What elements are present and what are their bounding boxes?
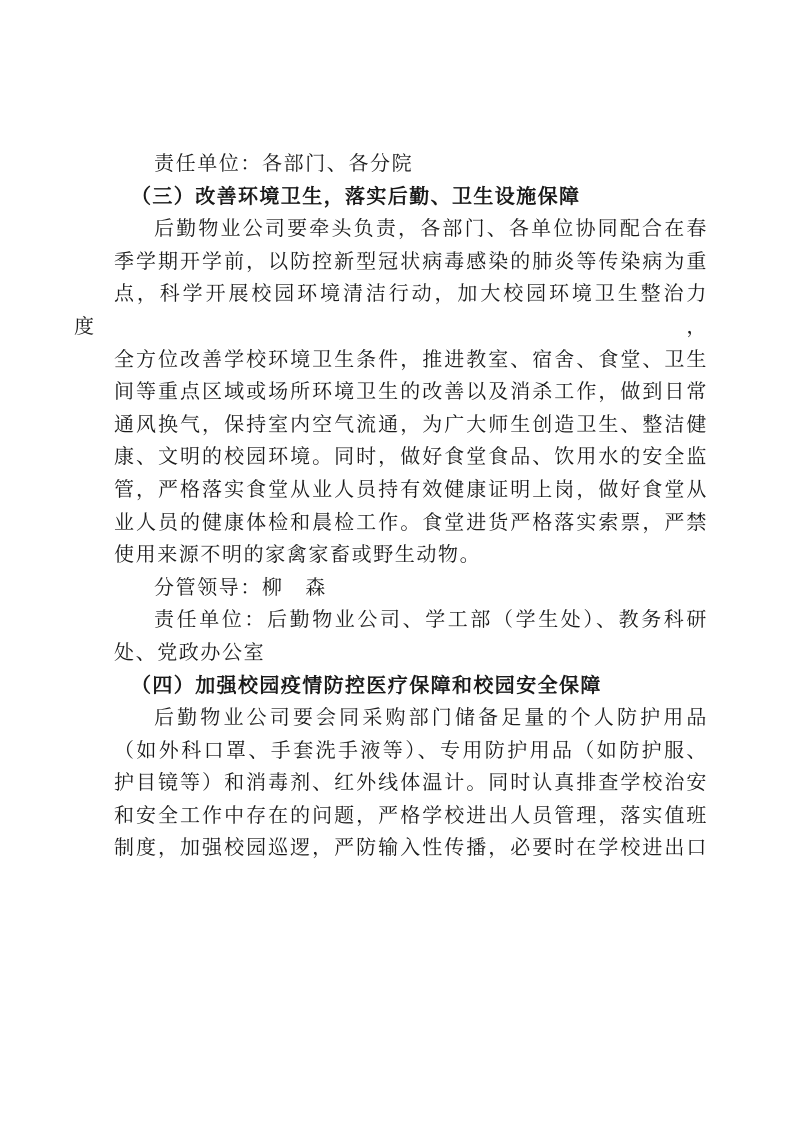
paragraph-line: 康、文明的校园环境。同时，做好食堂食品、饮用水的安全监 <box>114 444 708 469</box>
paragraph-line: 业人员的健康体检和晨检工作。食堂进货严格落实索票，严禁 <box>114 509 708 534</box>
section-heading-3: （三）改善环境卫生，落实后勤、卫生设施保障 <box>131 183 581 208</box>
responsible-units-line: 责任单位：各部门、各分院 <box>154 151 414 175</box>
paragraph-line: 全方位改善学校环境卫生条件，推进教室、宿舍、食堂、卫生 <box>114 346 708 371</box>
paragraph-line: 制度，加强校园巡逻，严防输入性传播，必要时在学校进出口 <box>114 835 708 860</box>
paragraph-line: 季学期开学前，以防控新型冠状病毒感染的肺炎等传染病为重 <box>114 248 708 273</box>
paragraph-line: （如外科口罩、手套洗手液等）、专用防护用品（如防护服、 <box>114 737 708 762</box>
document-body <box>74 147 708 864</box>
paragraph-line: 后勤物业公司要会同采购部门储备足量的个人防护用品 <box>154 705 708 730</box>
paragraph-line: 间等重点区域或场所环境卫生的改善以及消杀工作，做到日常 <box>114 379 708 404</box>
paragraph-line: 护目镜等）和消毒剂、红外线体温计。同时认真排查学校治安 <box>114 770 708 795</box>
paragraph-line: 后勤物业公司要牵头负责，各部门、各单位协同配合在春 <box>154 216 708 241</box>
paragraph-line: 通风换气，保持室内空气流通，为广大师生创造卫生、整洁健 <box>114 411 708 436</box>
paragraph-line: 点，科学开展校园环境清洁行动，加大校园环境卫生整治力度， <box>74 281 708 338</box>
paragraph-line: 和安全工作中存在的问题，严格学校进出人员管理，落实值班 <box>114 802 708 827</box>
paragraph-line: 管，严格落实食堂从业人员持有效健康证明上岗，做好食堂从 <box>114 476 708 501</box>
paragraph-line: 使用来源不明的家禽家畜或野生动物。 <box>114 542 482 567</box>
section-4-paragraph <box>114 701 708 864</box>
supervising-leader-line: 分管领导：柳 森 <box>154 574 327 599</box>
section-3-responsible-units <box>114 603 708 668</box>
section-heading-4: （四）加强校园疫情防控医疗保障和校园安全保障 <box>131 672 602 697</box>
paragraph-line: 处、党政办公室 <box>114 639 266 664</box>
section-3-paragraph <box>74 212 708 571</box>
paragraph-line: 责任单位：后勤物业公司、学工部（学生处）、教务科研 <box>154 607 708 632</box>
